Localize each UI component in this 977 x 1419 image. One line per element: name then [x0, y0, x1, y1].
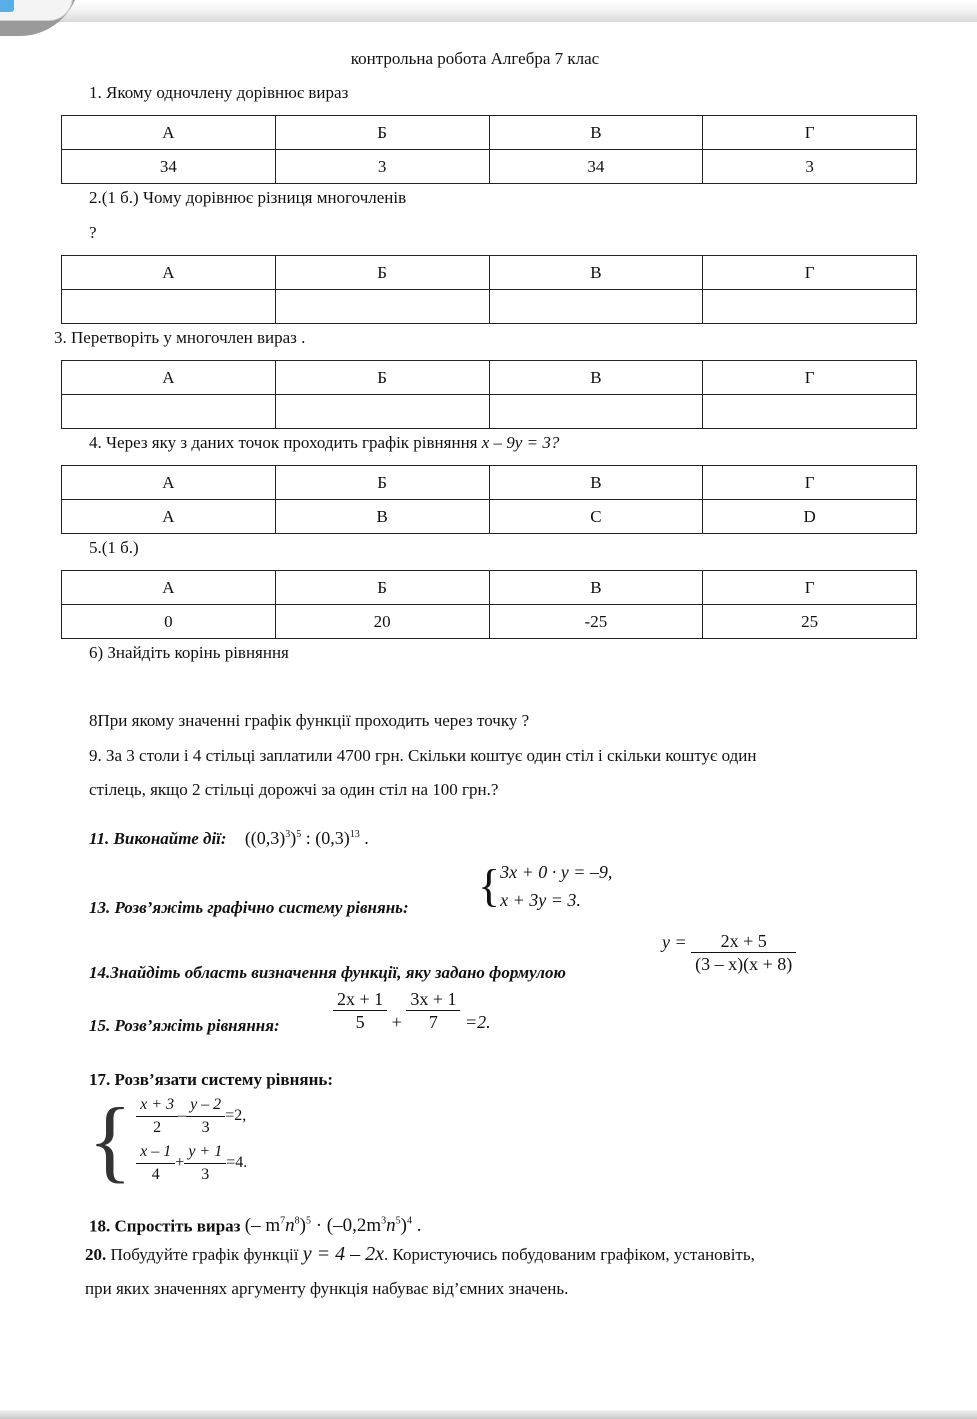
question-18-expression: (– $m^7n^8)^5 \cdot (-0,2m^3n^5)^4$ . [244, 1215, 422, 1237]
header-v: В [489, 256, 703, 290]
system-brace: { [88, 1089, 133, 1191]
header-b: Б [275, 256, 489, 290]
question-15-equation: $\frac{2x + 1}{5}$ + $\frac{3x + 1}{7}$ =2. [333, 988, 491, 1033]
question-20-line2: при яких значеннях аргументу функція набуває від’ємних значень. [85, 1279, 569, 1298]
question-11-label: 11. Виконайте дії: [89, 829, 227, 848]
answer-a: 34 [62, 150, 276, 184]
answer-g [703, 395, 917, 429]
question-15-label: 15. Розв’яжіть рівняння: [89, 1016, 280, 1035]
question-8-text: 8При якому значенні графік функції проходить через точку ? [89, 711, 530, 730]
question-4-text [89, 433, 559, 453]
header-a: А [62, 571, 276, 605]
header-g: Г [703, 361, 917, 395]
question-2-line2: ? [89, 223, 97, 242]
answer-g [703, 290, 917, 324]
header-v: В [489, 361, 703, 395]
system-brace: { [478, 860, 501, 911]
question-3-text: 3. Перетворіть у многочлен вираз . [54, 328, 306, 347]
header-g: Г [703, 571, 917, 605]
header-a: А [62, 256, 276, 290]
answer-b [275, 395, 489, 429]
question-20-formula: y = 4 – 2x [302, 1243, 384, 1265]
viewer-top-bar [0, 0, 977, 22]
question-3-answer-table [61, 360, 917, 429]
question-5-answer-table [61, 570, 917, 639]
viewer-bottom-bar [0, 1410, 977, 1419]
question-2-answer-table [61, 255, 917, 324]
table-row [62, 605, 917, 639]
answer-v: -25 [489, 605, 703, 639]
system-eq2: x + 3y = 3. [500, 890, 581, 910]
header-g: Г [703, 116, 917, 150]
question-6-text: 6) Знайдіть корінь рівняння [89, 643, 289, 662]
answer-b [275, 290, 489, 324]
header-b: Б [275, 116, 489, 150]
table-row [62, 500, 917, 534]
header-a: А [62, 466, 276, 500]
answer-g: 3 [703, 150, 917, 184]
system-eq2: $\frac{x - 1}{4}$ + $\frac{y + 1}{3}$ =4. [136, 1141, 247, 1186]
header-a: А [62, 361, 276, 395]
question-14-formula: y = $\frac{2x + 5}{(3 - x)(x + 8)}$ [662, 930, 796, 975]
answer-a: A [62, 500, 276, 534]
answer-v [489, 395, 703, 429]
question-17-system [88, 1089, 248, 1191]
app-tab-icon[interactable] [0, 0, 14, 12]
table-row [62, 290, 917, 324]
question-17-label: 17. Розв’язати систему рівнянь: [89, 1070, 334, 1089]
answer-v: C [489, 500, 703, 534]
question-4-label: 4. Через яку з даних точок проходить графік рівняння [89, 433, 482, 452]
answer-v [489, 290, 703, 324]
table-row [62, 395, 917, 429]
question-14-label: 14.Знайдіть область визначення функції, яку задано формулою [89, 963, 566, 982]
question-4-equation: x – 9y = 3? [481, 433, 560, 452]
answer-a [62, 290, 276, 324]
question-1-text: 1. Якому одночлену дорівнює вираз [89, 83, 349, 102]
answer-a: 0 [62, 605, 276, 639]
question-2-text: 2.(1 б.) Чому дорівнює різниця многочленів [89, 188, 407, 207]
question-4-answer-table [61, 465, 917, 534]
header-g: Г [703, 256, 917, 290]
question-9-line2: стілець, якщо 2 стільці дорожчі за один стіл на 100 грн.? [89, 780, 499, 799]
table-header-row [62, 571, 917, 605]
question-18 [89, 1212, 421, 1236]
answer-v: 34 [489, 150, 703, 184]
table-header-row [62, 466, 917, 500]
system-eq1: $\frac{x + 3}{2}$ – $\frac{y - 2}{3}$ =2, [136, 1094, 247, 1139]
answer-b: 3 [275, 150, 489, 184]
question-9-line1: 9. За 3 столи і 4 стільці заплатили 4700 грн. Скільки коштує один стіл і скільки коштує один [89, 746, 757, 765]
question-5-text: 5.(1 б.) [89, 538, 139, 557]
header-a: А [62, 116, 276, 150]
header-b: Б [275, 571, 489, 605]
header-b: Б [275, 466, 489, 500]
question-13-label: 13. Розв’яжіть графічно систему рівнянь: [89, 898, 409, 917]
question-11-expression: $((0,3)^3)^5$ : $(0,3)^{13}$ . [244, 828, 369, 848]
question-1-answer-table [61, 115, 917, 184]
question-13-system [478, 858, 612, 914]
page-title: контрольна робота Алгебра 7 клас [350, 49, 600, 68]
answer-b: B [275, 500, 489, 534]
header-b: Б [275, 361, 489, 395]
table-header-row [62, 116, 917, 150]
answer-a [62, 395, 276, 429]
answer-g: D [703, 500, 917, 534]
table-header-row [62, 361, 917, 395]
question-11 [89, 825, 369, 849]
header-v: В [489, 571, 703, 605]
header-v: В [489, 116, 703, 150]
header-v: В [489, 466, 703, 500]
system-eq1: 3x + 0 · y = –9, [500, 862, 613, 882]
question-20-line1: 20. Побудуйте графік функції y = 4 – 2x. Користуючись побудованим графіком, установіть, [85, 1243, 755, 1265]
header-g: Г [703, 466, 917, 500]
answer-g: 25 [703, 605, 917, 639]
answer-b: 20 [275, 605, 489, 639]
table-row [62, 150, 917, 184]
question-18-label: 18. Спростіть вираз [89, 1216, 241, 1236]
table-header-row [62, 256, 917, 290]
